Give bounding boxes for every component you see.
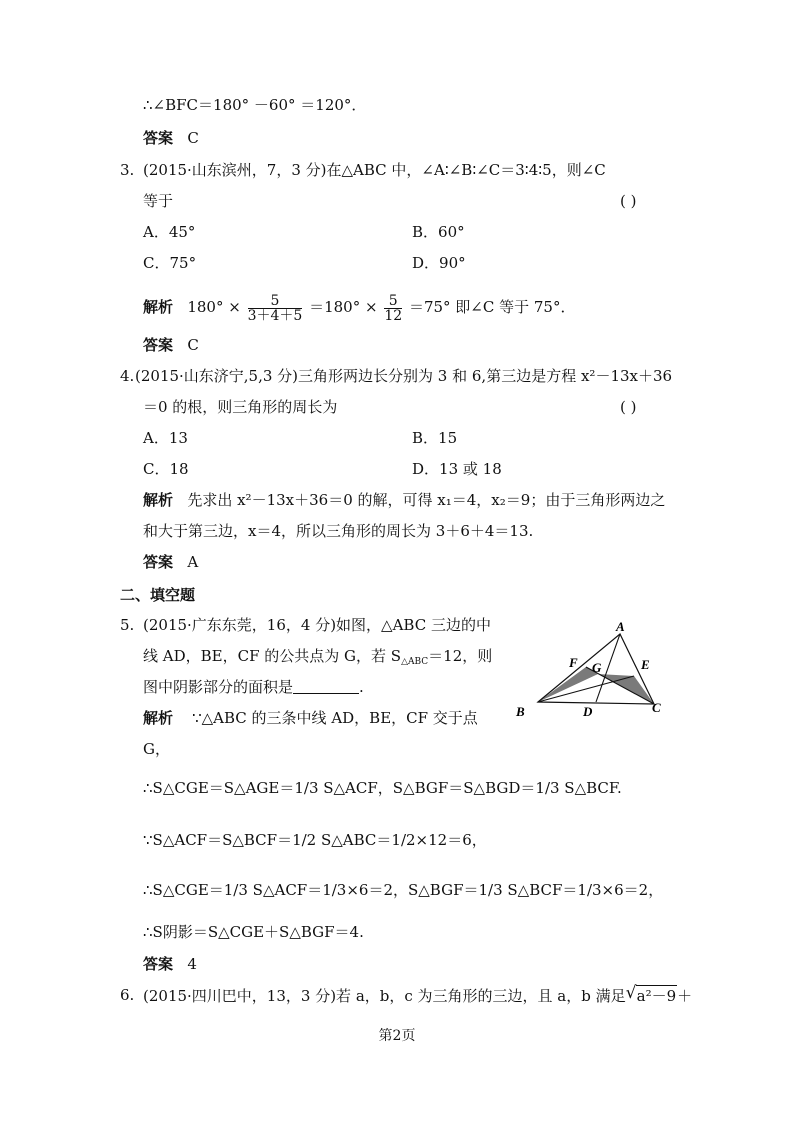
q4-sol-text1: 先求出 x²－13x＋36＝0 的解，可得 x₁＝4，x₂＝9；由于三角形两边之 (187, 491, 666, 509)
q5-line2-pre: 线 AD，BE，CF 的公共点为 G，若 S (143, 647, 402, 665)
section-title: 二、填空题 (120, 586, 196, 604)
q5-sol-text1: ∵△ABC 的三条中线 AD，BE，CF 交于点 (192, 709, 478, 727)
q4-answer (143, 552, 198, 572)
q3-answer (143, 335, 199, 355)
q3-fraction-1 (248, 294, 303, 323)
q3-stem-line1: (2015·山东滨州，7，3 分)在△ABC 中，∠A∶∠B∶∠C＝3∶4∶5，则∠C (143, 161, 606, 179)
q4-option-d: D．13 或 18 (412, 460, 502, 478)
shaded-region-bgf (538, 667, 598, 702)
q4-solution-line1 (143, 490, 665, 510)
q3-fraction-2 (384, 294, 402, 323)
q4-option-b: B．15 (412, 429, 458, 447)
vertex-label-b: B (516, 704, 525, 719)
vertex-label-g: G (592, 660, 602, 675)
frac-num: 5 (248, 294, 303, 309)
q3-sol-pre: 180° × (187, 298, 241, 316)
q3-sol-mid: ＝180° × (309, 298, 378, 316)
page-number: 第2页 (378, 1028, 416, 1044)
q4-answer-bracket: ( ) (620, 398, 637, 416)
vertex-label-c: C (652, 700, 661, 715)
frac-den: 3＋4＋5 (247, 307, 303, 324)
q3-solution (143, 293, 575, 323)
q5-line3-end: . (359, 678, 364, 696)
solution-label: 解析 (143, 298, 174, 316)
median-be (538, 676, 634, 702)
q3-option-a: A．45° (143, 223, 196, 241)
vertex-label-a: A (616, 620, 625, 634)
q5-stem-line2 (143, 646, 492, 672)
answer-value: A (187, 553, 199, 571)
triangle-figure (510, 620, 680, 720)
q4-stem-line2: ＝0 的根，则三角形的周长为 (143, 398, 338, 416)
top-answer (143, 128, 199, 148)
q3-option-d: D．90° (412, 254, 466, 272)
q3-number: 3. (120, 161, 135, 179)
q5-line2-sub: △ABC (401, 657, 429, 667)
q6-line1-text: (2015·四川巴中，13，3 分)若 a，b，c 为三角形的三边，且 a，b 满足 (143, 987, 626, 1005)
top-conclusion: ∴∠BFC＝180° －60° ＝120°． (143, 96, 367, 114)
q5-equation-2: ∵S△ACF＝S△BCF＝1/2 S△ABC＝1/2×12＝6， (143, 831, 487, 849)
solution-label: 解析 (143, 491, 174, 509)
q3-answer-bracket: ( ) (620, 192, 637, 210)
answer-label: 答案 (143, 336, 174, 354)
vertex-label-f: F (569, 655, 578, 670)
q4-option-c: C．18 (143, 460, 189, 478)
solution-label: 解析 (143, 709, 174, 727)
q5-solution-line1 (143, 708, 478, 728)
q3-stem-line2: 等于 (143, 192, 174, 210)
q5-answer (143, 954, 197, 974)
q6-stem-line1 (143, 985, 692, 1006)
answer-label: 答案 (143, 955, 174, 973)
q4-number: 4. (120, 367, 135, 385)
sqrt-expression: √ a²－9 (636, 985, 678, 1006)
answer-value: C (187, 129, 199, 147)
vertex-label-d: D (583, 704, 593, 719)
frac-den: 12 (384, 307, 403, 324)
q6-line1-end: ＋ (677, 987, 693, 1005)
q3-option-c: C．75° (143, 254, 197, 272)
q4-option-a: A．13 (143, 429, 188, 447)
q5-line2-post: ＝12，则 (428, 647, 493, 665)
answer-label: 答案 (143, 553, 174, 571)
q3-sol-post: ＝75° 即∠C 等于 75°． (408, 298, 576, 316)
q5-line3-text: 图中阴影部分的面积是 (143, 678, 294, 696)
vertex-label-e: E (641, 657, 650, 672)
q6-number: 6. (120, 986, 135, 1004)
q5-equation-4: ∴S阴影＝S△CGE＋S△BGF＝4. (143, 923, 364, 941)
fill-in-blank (293, 677, 359, 694)
q5-number: 5. (120, 616, 135, 634)
q5-equation-1: ∴S△CGE＝S△AGE＝1/3 S△ACF，S△BGF＝S△BGD＝1/3 S△BCF. (143, 779, 622, 797)
q4-solution-line2: 和大于第三边，x＝4，所以三角形的周长为 3＋6＋4＝13. (143, 522, 534, 540)
q5-stem-line3 (143, 677, 364, 697)
answer-value: C (187, 336, 199, 354)
frac-num: 5 (384, 294, 402, 309)
q5-stem-line1: (2015·广东东莞，16，4 分)如图，△ABC 三边的中 (143, 616, 491, 634)
answer-value: 4 (187, 955, 197, 973)
q5-solution-line2: G， (143, 740, 170, 758)
q5-equation-3: ∴S△CGE＝1/3 S△ACF＝1/3×6＝2，S△BGF＝1/3 S△BCF＝1/3×6＝2， (143, 881, 664, 899)
q4-stem-line1: (2015·山东济宁,5,3 分)三角形两边长分别为 3 和 6,第三边是方程 x²－13x＋36 (135, 367, 673, 385)
q3-option-b: B．60° (412, 223, 465, 241)
answer-label: 答案 (143, 129, 174, 147)
